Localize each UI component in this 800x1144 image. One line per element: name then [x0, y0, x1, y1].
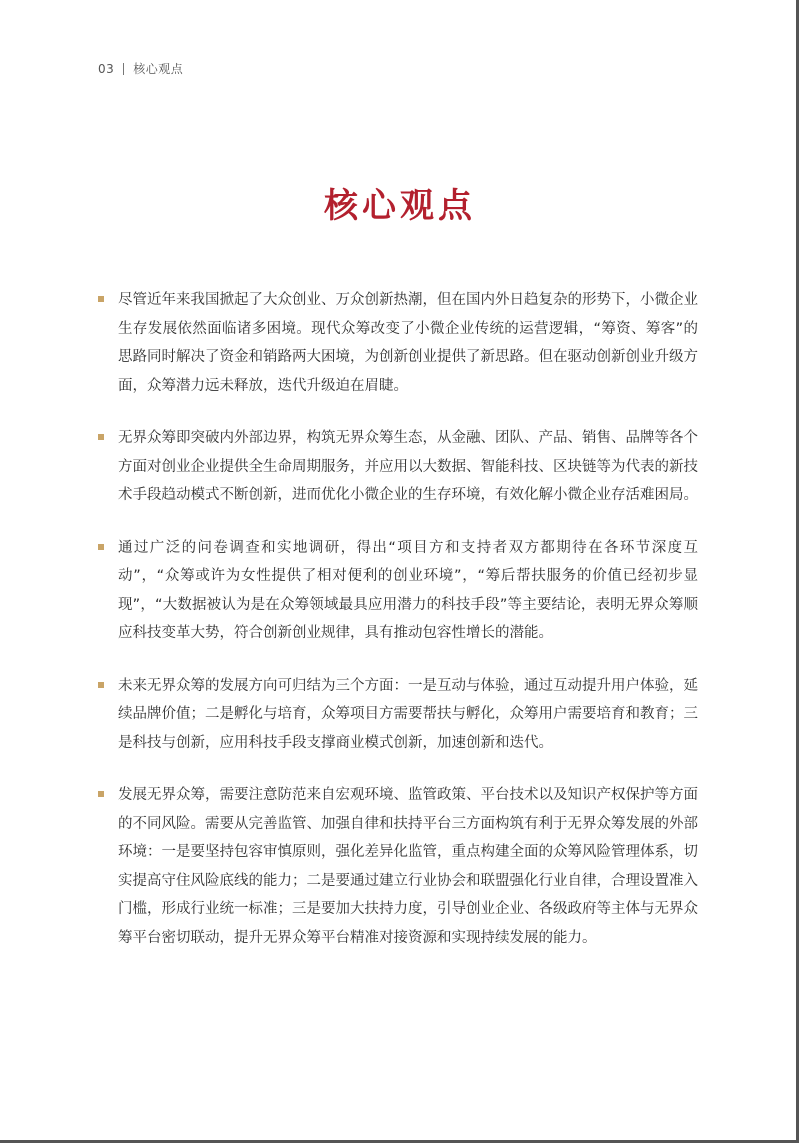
square-bullet-icon: [98, 791, 104, 797]
key-point-3: [98, 534, 698, 648]
page-title: 核心观点: [324, 186, 476, 226]
key-point-1: [98, 286, 698, 400]
key-point-5: [98, 781, 698, 952]
key-point-text: 尽管近年来我国掀起了大众创业、万众创新热潮，但在国内外日趋复杂的形势下，小微企业生存发展依然面临诸多困境。现代众筹改变了小微企业传统的运营逻辑，“筹资、筹客”的思路同时解决了资金和销路两大困境，为创新创业提供了新思路。但在驱动创新创业升级方面，众筹潜力远未释放，迭代升级迫在眉睫。: [118, 292, 698, 394]
key-point-text: 无界众筹即突破内外部边界，构筑无界众筹生态，从金融、团队、产品、销售、品牌等各个方面对创业企业提供全生命周期服务，并应用以大数据、智能科技、区块链等为代表的新技术手段趋动模式不断创新，进而优化小微企业的生存环境，有效化解小微企业存活难困局。: [118, 430, 698, 503]
square-bullet-icon: [98, 434, 104, 440]
header-divider: [123, 63, 124, 75]
key-point-text: 未来无界众筹的发展方向可归结为三个方面：一是互动与体验，通过互动提升用户体验，延续品牌价值；二是孵化与培育，众筹项目方需要帮扶与孵化，众筹用户需要培育和教育；三是科技与创新，应用科技手段支撑商业模式创新，加速创新和迭代。: [118, 677, 698, 751]
key-point-text: 发展无界众筹，需要注意防范来自宏观环境、监管政策、平台技术以及知识产权保护等方面的不同风险。需要从完善监管、加强自律和扶持平台三方面构筑有利于无界众筹发展的外部环境：一是要坚持包容审慎原则，强化差异化监管，重点构建全面的众筹风险管理体系，切实提高守住风险底线的能力；二是要通过建立行业协会和联盟强化行业自律，合理设置准入门槛，形成行业统一标准；三是要加大扶持力度，引导创业企业、各级政府等主体与无界众筹平台密切联动，提升无界众筹平台精准对接资源和实现持续发展的能力。: [118, 787, 698, 946]
key-point-text: 通过广泛的问卷调查和实地调研，得出“项目方和支持者双方都期待在各环节深度互动”，“众筹或许为女性提供了相对便利的创业环境”，“筹后帮扶服务的价值已经初步显现”，“大数据被认为是在众筹领域最具应用潜力的科技手段”等主要结论，表明无界众筹顺应科技变革大势，符合创新创业规律，具有推动包容性增长的潜能。: [118, 539, 698, 641]
running-header: [98, 60, 183, 77]
square-bullet-icon: [98, 296, 104, 302]
square-bullet-icon: [98, 682, 104, 688]
key-point-2: [98, 424, 698, 510]
square-bullet-icon: [98, 544, 104, 550]
key-point-4: [98, 672, 698, 758]
key-points-list: [98, 286, 698, 976]
section-title: 核心观点: [133, 62, 184, 76]
page-number: 03: [98, 61, 115, 76]
